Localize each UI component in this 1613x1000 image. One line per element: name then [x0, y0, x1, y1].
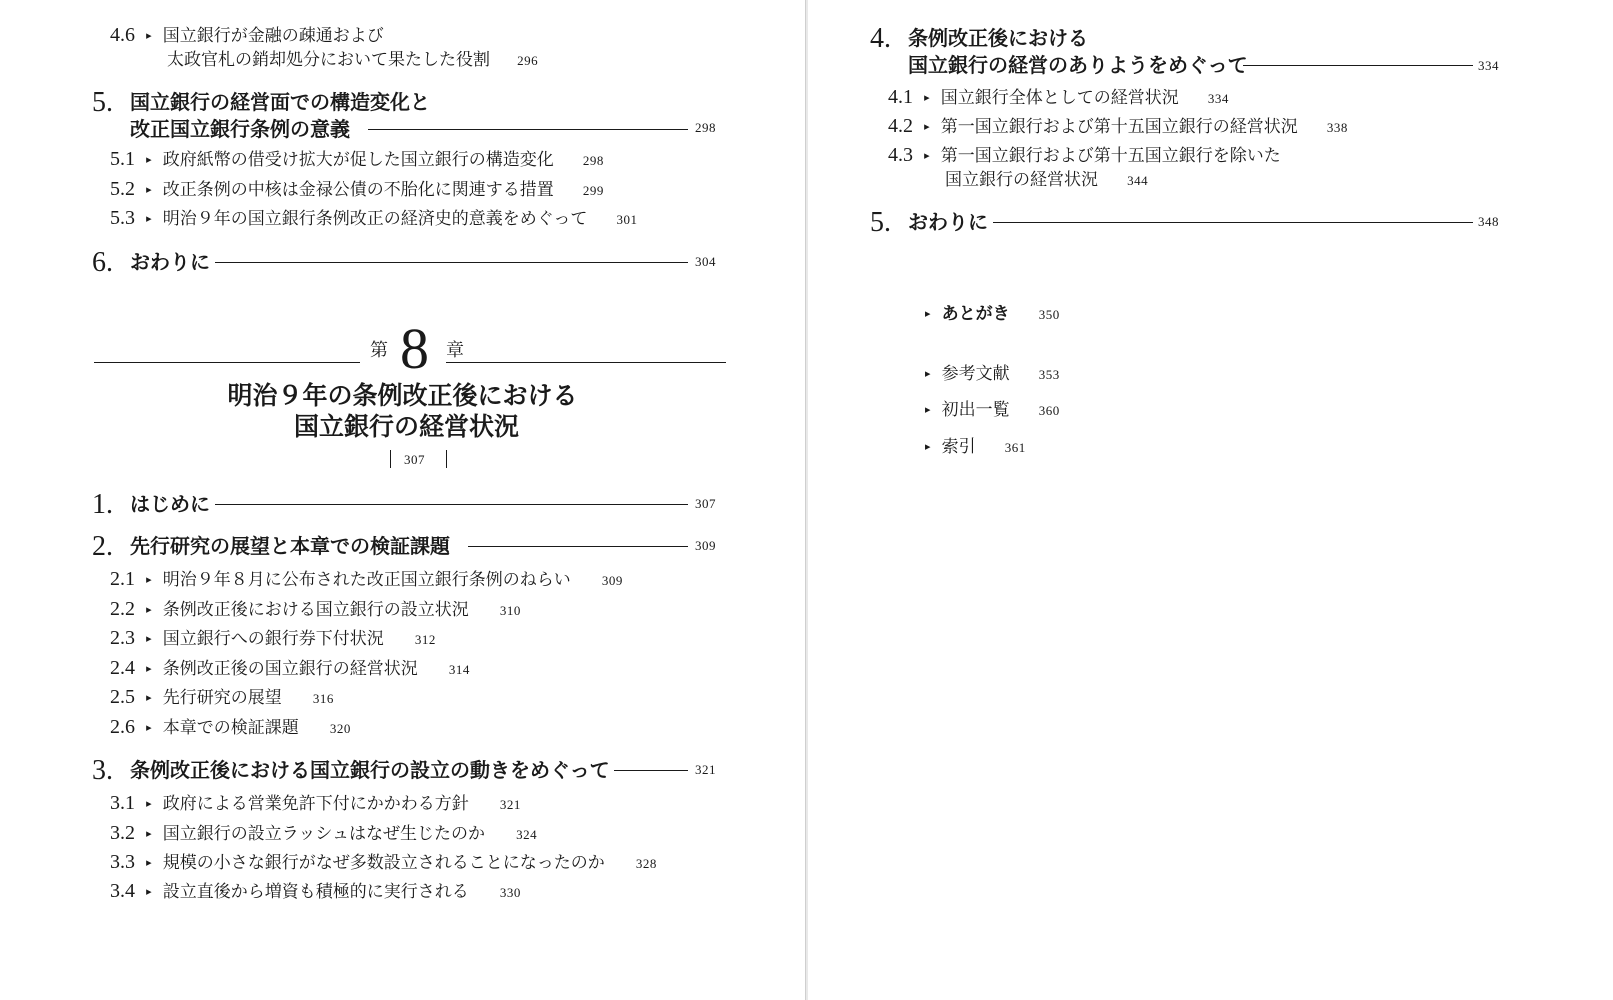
- section-number-4: 4.: [870, 23, 891, 54]
- page-number: 324: [516, 827, 538, 842]
- page-number: 321: [499, 797, 521, 812]
- section-title-4-line2[interactable]: 国立銀行の経営のありようをめぐって: [908, 53, 1248, 77]
- section-number: 4.2: [888, 115, 913, 137]
- page-bracket-left: [390, 450, 391, 468]
- section-number: 5.1: [110, 148, 135, 170]
- section-number: 3.1: [110, 792, 135, 814]
- toc-entry-4-3[interactable]: [888, 144, 1281, 168]
- triangle-bullet-icon: ▸: [146, 573, 152, 586]
- chapter-number: 8: [400, 316, 429, 381]
- section-number: 3.2: [110, 822, 135, 844]
- triangle-bullet-icon: ▸: [925, 403, 931, 416]
- section-title-5-line1[interactable]: 国立銀行の経営面での構造変化と: [130, 90, 430, 114]
- triangle-bullet-icon: ▸: [146, 691, 152, 704]
- section-number: 2.1: [110, 568, 135, 590]
- toc-entry-4-6[interactable]: [110, 24, 384, 48]
- section-number: 2.2: [110, 598, 135, 620]
- section-number-6: 6.: [92, 247, 113, 278]
- triangle-bullet-icon: ▸: [146, 662, 152, 675]
- page-number: 296: [517, 53, 539, 68]
- toc-entry-2-4[interactable]: [110, 657, 470, 681]
- backmatter-title: あとがき: [941, 304, 1010, 324]
- section-number: 2.5: [110, 686, 135, 708]
- section-number: 5.3: [110, 207, 135, 229]
- triangle-bullet-icon: ▸: [925, 307, 931, 320]
- backmatter-afterword[interactable]: [925, 302, 1060, 326]
- section-title-5-line2[interactable]: 改正国立銀行条例の意義: [130, 117, 350, 141]
- triangle-bullet-icon: ▸: [146, 856, 152, 869]
- section-number: 5.2: [110, 178, 135, 200]
- section-title-2[interactable]: 先行研究の展望と本章での検証課題: [130, 534, 450, 558]
- section-number: 4.6: [110, 24, 135, 46]
- section-number-3: 3.: [92, 755, 113, 786]
- page-number-5: 348: [1478, 214, 1499, 229]
- toc-entry-5-2[interactable]: [110, 178, 604, 202]
- section-title: 先行研究の展望: [162, 688, 282, 708]
- section-number-5: 5.: [92, 87, 113, 118]
- right-page: [808, 0, 1613, 1000]
- triangle-bullet-icon: ▸: [925, 440, 931, 453]
- page-number: 344: [1127, 173, 1149, 188]
- leader-line: [614, 770, 688, 771]
- backmatter-references[interactable]: [925, 362, 1060, 386]
- toc-entry-3-4[interactable]: [110, 880, 521, 904]
- triangle-bullet-icon: ▸: [146, 827, 152, 840]
- triangle-bullet-icon: ▸: [146, 721, 152, 734]
- section-title-line2: 太政官札の銷却処分において果たした役割: [167, 50, 490, 70]
- leader-line: [368, 129, 688, 130]
- page-number: 312: [414, 632, 436, 647]
- section-number-2: 2.: [92, 531, 113, 562]
- section-title-3[interactable]: 条例改正後における国立銀行の設立の動きをめぐって: [130, 758, 610, 782]
- section-number: 2.6: [110, 716, 135, 738]
- toc-entry-4-3-line2[interactable]: [945, 168, 1148, 192]
- chapter-prefix: 第: [370, 340, 388, 361]
- section-title: 改正条例の中核は金禄公債の不胎化に関連する措置: [162, 180, 554, 200]
- triangle-bullet-icon: ▸: [924, 120, 930, 133]
- section-title: 条例改正後における国立銀行の設立状況: [162, 600, 469, 620]
- backmatter-first-publication[interactable]: [925, 398, 1060, 422]
- page-number: 334: [1207, 91, 1229, 106]
- section-title: 国立銀行全体としての経営状況: [940, 88, 1179, 108]
- leader-line: [468, 546, 688, 547]
- leader-line: [215, 262, 688, 263]
- chapter-title-line2[interactable]: 国立銀行の経営状況: [293, 412, 519, 441]
- page-number-2: 309: [695, 538, 716, 553]
- section-title: 設立直後から増資も積極的に実行される: [162, 882, 469, 902]
- section-number-5: 5.: [870, 207, 891, 238]
- leader-line: [993, 222, 1473, 223]
- triangle-bullet-icon: ▸: [924, 149, 930, 162]
- section-title-6[interactable]: おわりに: [130, 250, 210, 274]
- section-title: 政府による営業免許下付にかかわる方針: [162, 794, 469, 814]
- toc-entry-3-1[interactable]: [110, 792, 521, 816]
- triangle-bullet-icon: ▸: [146, 212, 152, 225]
- page-number-1: 307: [695, 496, 716, 511]
- toc-entry-2-6[interactable]: [110, 716, 351, 740]
- section-title: 国立銀行への銀行券下付状況: [162, 629, 384, 649]
- page-number: 361: [1004, 440, 1026, 455]
- section-number: 3.4: [110, 880, 135, 902]
- section-title: 条例改正後の国立銀行の経営状況: [162, 659, 418, 679]
- page-number-5: 298: [695, 120, 716, 135]
- page-number: 338: [1326, 120, 1348, 135]
- triangle-bullet-icon: ▸: [924, 91, 930, 104]
- section-number: 4.1: [888, 86, 913, 108]
- section-title-line2: 国立銀行の経営状況: [945, 170, 1098, 190]
- page-number: 328: [635, 856, 657, 871]
- section-title: 第一国立銀行および第十五国立銀行の経営状況: [940, 117, 1298, 137]
- section-title: 政府紙幣の借受け拡大が促した国立銀行の構造変化: [162, 150, 554, 170]
- page-number: 353: [1038, 367, 1060, 382]
- toc-entry-2-3[interactable]: [110, 627, 436, 651]
- section-title-1[interactable]: はじめに: [130, 492, 210, 516]
- section-title-5[interactable]: おわりに: [908, 210, 988, 234]
- toc-entry-5-3[interactable]: [110, 207, 637, 231]
- section-number: 2.3: [110, 627, 135, 649]
- page-number-4: 334: [1478, 58, 1499, 73]
- page-number-6: 304: [695, 254, 716, 269]
- page-number-3: 321: [695, 762, 716, 777]
- section-title: 規模の小さな銀行がなぜ多数設立されることになったのか: [162, 853, 605, 873]
- toc-entry-4-6-line2[interactable]: [167, 48, 538, 72]
- left-page: [0, 0, 806, 1000]
- triangle-bullet-icon: ▸: [146, 183, 152, 196]
- page-number: 301: [616, 212, 638, 227]
- leader-line: [1243, 65, 1473, 66]
- backmatter-title: 初出一覧: [941, 400, 1010, 420]
- backmatter-index[interactable]: [925, 435, 1026, 459]
- toc-entry-3-2[interactable]: [110, 822, 537, 846]
- toc-entry-3-3[interactable]: [110, 851, 657, 875]
- section-title: 国立銀行の設立ラッシュはなぜ生じたのか: [162, 824, 486, 844]
- section-number: 2.4: [110, 657, 135, 679]
- section-title: 本章での検証課題: [162, 718, 299, 738]
- page-number: 316: [312, 691, 334, 706]
- chapter-rule-right: [446, 362, 726, 363]
- triangle-bullet-icon: ▸: [146, 603, 152, 616]
- triangle-bullet-icon: ▸: [146, 632, 152, 645]
- page-number: 298: [582, 153, 604, 168]
- page-bracket-right: [446, 450, 447, 468]
- section-title: 明治９年の国立銀行条例改正の経済史的意義をめぐって: [162, 209, 588, 229]
- page-number: 360: [1038, 403, 1060, 418]
- page-number: 350: [1038, 307, 1060, 322]
- section-number: 4.3: [888, 144, 913, 166]
- leader-line: [215, 504, 688, 505]
- toc-entry-4-1[interactable]: [888, 86, 1229, 110]
- backmatter-title: 参考文献: [941, 364, 1010, 384]
- section-number-1: 1.: [92, 489, 113, 520]
- section-title-line1: 第一国立銀行および第十五国立銀行を除いた: [940, 146, 1281, 166]
- section-number: 3.3: [110, 851, 135, 873]
- toc-entry-2-1[interactable]: [110, 568, 623, 592]
- chapter-page-number: 307: [404, 452, 425, 467]
- triangle-bullet-icon: ▸: [925, 367, 931, 380]
- triangle-bullet-icon: ▸: [146, 153, 152, 166]
- page-number: 330: [499, 885, 521, 900]
- chapter-suffix: 章: [446, 340, 464, 361]
- toc-entry-4-2[interactable]: [888, 115, 1348, 139]
- chapter-title-line1[interactable]: 明治９年の条例改正後における: [227, 381, 578, 410]
- page-number: 314: [448, 662, 470, 677]
- triangle-bullet-icon: ▸: [146, 885, 152, 898]
- page-number: 299: [582, 183, 604, 198]
- triangle-bullet-icon: ▸: [146, 29, 152, 42]
- section-title-4-line1[interactable]: 条例改正後における: [908, 26, 1088, 50]
- page-number: 309: [601, 573, 623, 588]
- section-title: 明治９年８月に公布された改正国立銀行条例のねらい: [162, 570, 571, 590]
- chapter-rule-left: [94, 362, 360, 363]
- page-number: 310: [499, 603, 521, 618]
- toc-entry-2-5[interactable]: [110, 686, 334, 710]
- toc-entry-5-1[interactable]: [110, 148, 604, 172]
- backmatter-title: 索引: [941, 437, 976, 457]
- page-number: 320: [329, 721, 351, 736]
- section-title-line1: 国立銀行が金融の疎通および: [162, 26, 384, 46]
- toc-entry-2-2[interactable]: [110, 598, 521, 622]
- triangle-bullet-icon: ▸: [146, 797, 152, 810]
